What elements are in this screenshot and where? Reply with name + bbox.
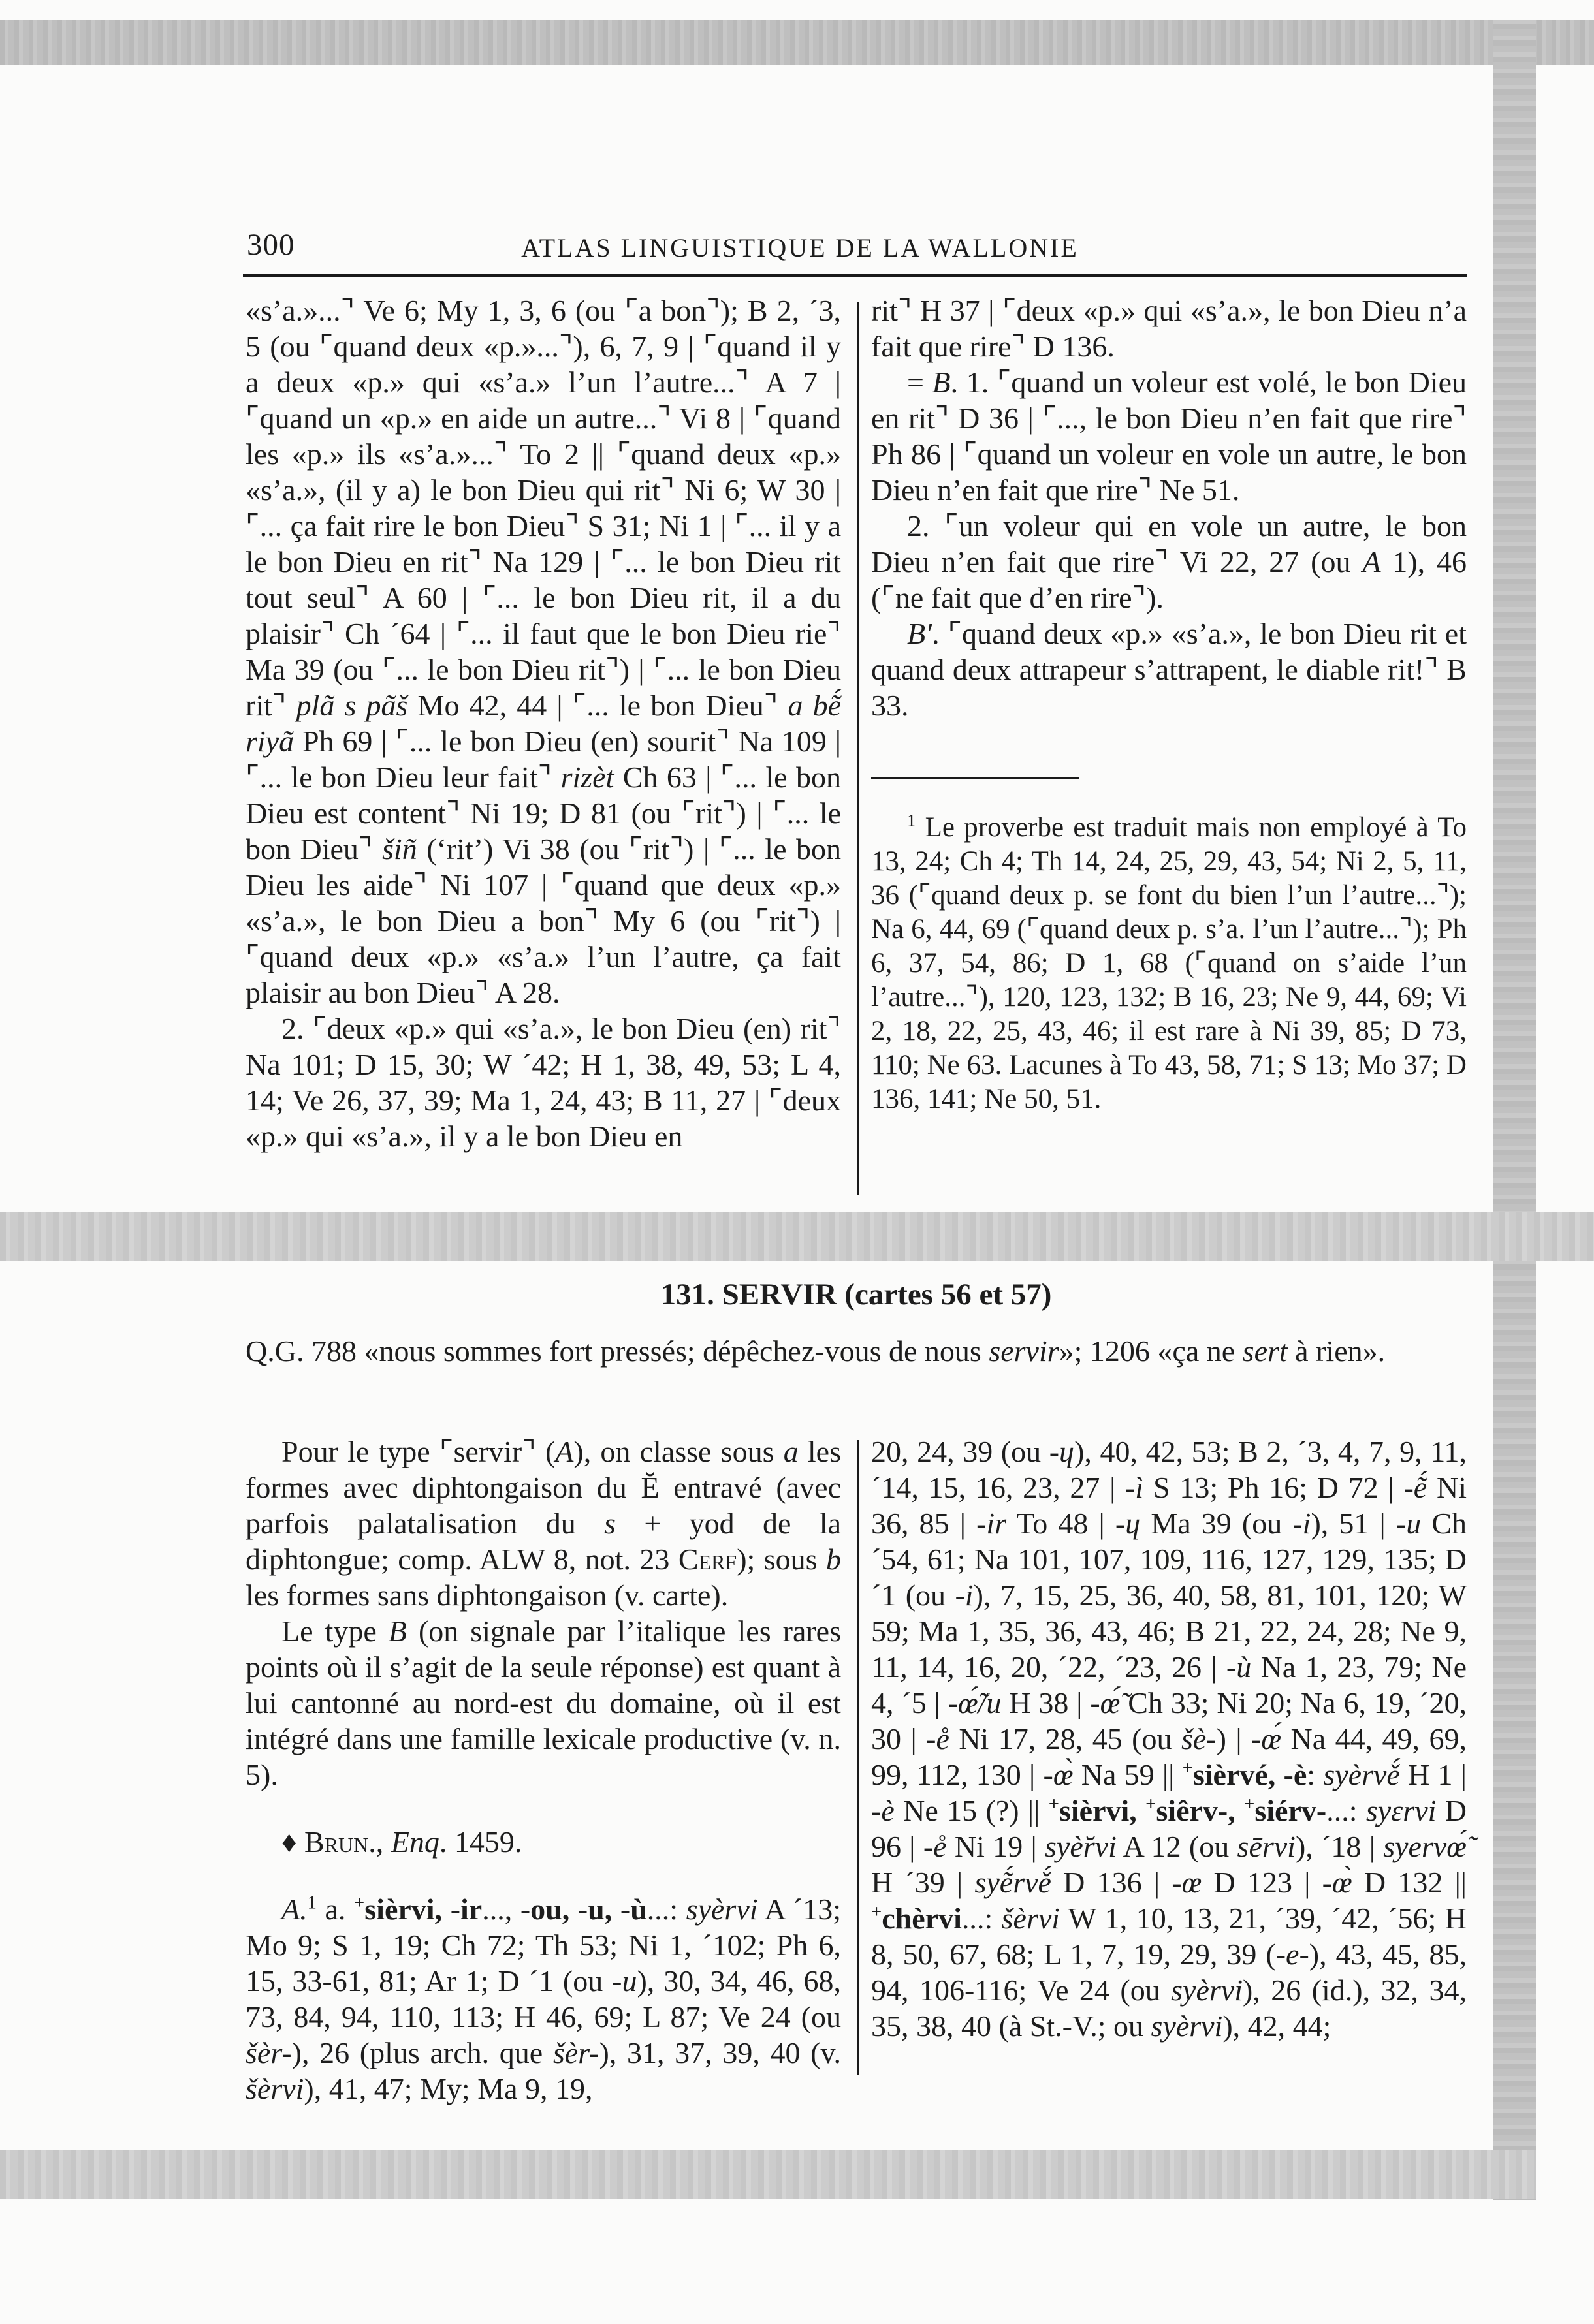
text-run: b <box>826 1543 842 1576</box>
paragraph <box>871 364 1467 508</box>
text-run: les formes sans diphtongaison (v. carte). <box>246 1578 729 1612</box>
text-run: D 136 | <box>1051 1866 1172 1899</box>
text-run: D 123 | <box>1202 1866 1322 1899</box>
text-run: W 1, 10, 13, 21, ´39, ´42, ´56; H 8, 50, 67, 68; L 1, 7, 19, 29, 39 ( <box>871 1902 1467 1971</box>
paragraph <box>871 292 1467 364</box>
text-run: 1 <box>907 810 916 830</box>
text-run: -ou, -u, -ù <box>520 1892 647 1926</box>
text-run: servir <box>989 1334 1059 1368</box>
upper-left-column <box>246 292 841 1154</box>
column-divider-lower <box>857 1440 859 2075</box>
text-run: šè- <box>1181 1722 1217 1755</box>
text-run: -e̊ <box>923 1830 947 1863</box>
text-run: H ´39 | <box>871 1866 975 1899</box>
text-run: šiñ <box>382 832 417 866</box>
text-run: s <box>604 1507 616 1540</box>
text-run: B <box>388 1614 407 1648</box>
text-run: + <box>354 1892 365 1913</box>
scan-band-bottom <box>0 2150 1536 2199</box>
text-run: a bẽ́ riyã <box>246 689 841 758</box>
paragraph <box>246 1824 841 1860</box>
text-run: B <box>932 366 951 399</box>
text-run: Ch ´54, 61; Na 101, 107, 109, 116, 127, 129, 135; D ´1 (ou <box>871 1507 1467 1612</box>
text-run: (‘rit’) Vi 38 (ou ⌜rit⌝) | ⌜... le bon Dieu les aide⌝ Ni 107 | ⌜quand que deux «p.» «s’a.», le bon Dieu a bon⌝ My 6 (ou ⌜rit⌝) | ⌜quand deux «p.» «s’a.» l’un l’autre, ça fait plaisir au bon Dieu⌝ A 28. <box>246 832 841 1009</box>
text-run: ...: <box>1326 1794 1366 1827</box>
text-run: sièrvi, <box>1059 1794 1146 1827</box>
text-run: ), 41, 47; My; Ma 9, 19, <box>304 2072 593 2105</box>
text-run: Ma 39 (ou <box>1140 1507 1293 1540</box>
text-run: šèrvi <box>1001 1902 1060 1935</box>
text-run: D 96 | <box>871 1794 1467 1863</box>
text-run: -ɥ <box>1049 1435 1075 1468</box>
text-run: -e̊ <box>926 1722 949 1755</box>
scan-band-middle <box>0 1212 1594 1261</box>
text-run: -ɥ <box>1115 1507 1141 1540</box>
lower-left-column <box>246 1434 841 2107</box>
text-run: A <box>555 1435 574 1468</box>
page-number: 300 <box>247 228 295 262</box>
text-run: Ni 36, 85 | <box>871 1471 1467 1540</box>
text-run: syèrvě́ <box>1323 1758 1400 1791</box>
text-run: syɛrvi <box>1365 1794 1437 1827</box>
text-run: Ch 63 | ⌜... le bon Dieu est content⌝ Ni 19; D 81 (ou ⌜rit⌝) | ⌜... le bon Dieu⌝ <box>246 761 841 866</box>
text-run: : <box>1307 1758 1324 1791</box>
text-run: ♦ <box>281 1825 304 1859</box>
text-run: (on signale par l’italique les rares points où il s’agit de la seule réponse) est quant à lui cantonné au nord-est du domaine, où il est intégré dans une famille lexicale productive (v. n. 5). <box>246 1614 842 1791</box>
text-run: syervœ̃́ <box>1383 1830 1467 1863</box>
lower-right-column <box>871 1434 1467 2044</box>
text-run: šèr- <box>552 2036 599 2069</box>
text-run: ), 40, 42, 53; B 2, ´3, 4, 7, 9, 11, ´14, 15, 16, 23, 27 | <box>871 1435 1467 1504</box>
text-run: -ir <box>976 1507 1007 1540</box>
text-run: Ne 15 (?) || <box>894 1794 1049 1827</box>
text-run: 1 <box>307 1892 317 1913</box>
text-run: Ph 69 | ⌜... le bon Dieu (en) sourit⌝ Na 109 | ⌜... le bon Dieu leur fait⌝ <box>246 725 841 794</box>
text-run: + <box>1244 1794 1255 1815</box>
column-divider-upper <box>857 302 859 1195</box>
text-run: Enq <box>391 1825 439 1859</box>
text-run: sièrvé, -è <box>1192 1758 1307 1791</box>
scan-band-right <box>1493 20 1536 2200</box>
text-run: ), 42, 44; <box>1222 2009 1331 2043</box>
text-run: , <box>375 1825 391 1859</box>
text-run: ), 43, 45, 85, 94, 106-116; Ve 24 (ou <box>871 1938 1467 2007</box>
text-run: Ni 19 | <box>946 1830 1045 1863</box>
text-run: 1), 46 (⌜ne fait que d’en rire⌝). <box>871 545 1467 614</box>
text-run: -u <box>612 1964 637 1998</box>
text-run: šèr- <box>246 2036 292 2069</box>
text-run: les formes avec diphtongaison du Ĕ entravé (avec parfois palatalisation du <box>246 1435 841 1540</box>
text-run: ), 7, 15, 25, 36, 40, 58, 81, 101, 120; W 59; Ma 1, 35, 36, 43, 46; B 21, 22, 24, 28; Ne 9, 11, 14, 16, 20, ´22, ´23, 26 | <box>871 1578 1467 1684</box>
text-run: »; 1206 «ça ne <box>1059 1334 1243 1368</box>
text-run: à rien». <box>1287 1334 1386 1368</box>
questionnaire-line <box>246 1333 1472 1369</box>
text-run: A 12 (ou <box>1116 1830 1237 1863</box>
text-run: B′ <box>907 617 932 650</box>
text-run: ...: <box>961 1902 1002 1935</box>
footnote <box>871 811 1467 1116</box>
text-run: Mo 42, 44 | ⌜... le bon Dieu⌝ <box>407 689 788 722</box>
text-run: ...: <box>646 1892 686 1926</box>
text-run: 2. ⌜deux «p.» qui «s’a.», le bon Dieu (en) rit⌝ Na 101; D 15, 30; W ´42; H 1, 38, 49, 53; L 4, 14; Ve 26, 37, 39; Ma 1, 24, 43; B 11, 27 | ⌜deux «p.» qui «s’a.», il y a le bon Dieu en <box>246 1012 841 1153</box>
text-run: plã s pãš <box>296 689 408 722</box>
text-run: sērvi <box>1237 1830 1296 1863</box>
text-run: A <box>1362 545 1381 578</box>
section-heading: 131. SERVIR (cartes 56 et 57) <box>660 1278 1052 1311</box>
text-run: «s’a.»...⌝ Ve 6; My 1, 3, 6 (ou ⌜a bon⌝); B 2, ´3, 5 (ou ⌜quand deux «p.»...⌝), 6, 7, 9 | ⌜quand il y a deux «p.» qui «s’a.» l’un l’autre...⌝ A 7 | ⌜quand un «p.» en aide un autre...⌝ Vi 8 | ⌜quand les «p.» ils «s’a.»...⌝ To 2 || ⌜quand deux «p.» «s’a.», (il y a) le bon Dieu qui rit⌝ Ni 6; W 30 | ⌜... ça fait rire le bon Dieu⌝ S 31; Ni 1 | ⌜... il y a le bon Dieu en rit⌝ Na 129 | ⌜... le bon Dieu rit tout seul⌝ A 60 | ⌜... le bon Dieu rit, il a du plaisir⌝ Ch ´64 | ⌜... il faut que le bon Dieu rie⌝ Ma 39 (ou ⌜... le bon Dieu rit⌝) | ⌜... le bon Dieu rit⌝ <box>246 294 841 722</box>
paragraph <box>871 1434 1467 2044</box>
text-run: Ch 33; Ni 20; Na 6, 19, ´20, 30 | <box>871 1686 1467 1755</box>
text-run: Na 59 || <box>1073 1758 1183 1791</box>
paragraph <box>871 811 1467 1116</box>
paragraph <box>246 1333 1472 1369</box>
text-run: ); sous <box>737 1543 827 1576</box>
text-run: chèrvi <box>882 1902 962 1935</box>
text-run: Na 44, 49, 69, 99, 112, 130 | <box>871 1722 1467 1791</box>
paragraph <box>246 1434 841 1613</box>
upper-right-column <box>871 292 1467 723</box>
text-run: . 1. ⌜quand un voleur est volé, le bon Dieu en rit⌝ D 36 | ⌜..., le bon Dieu n’en fait que rire⌝ Ph 86 | ⌜quand un voleur en vole un autre, le bon Dieu n’en fait que rire⌝ Ne 51. <box>871 366 1467 507</box>
text-run: ), 51 | <box>1311 1507 1396 1540</box>
text-run: Cerf <box>678 1543 737 1576</box>
text-run: ), on classe sous <box>573 1435 784 1468</box>
text-run: ), 31, 37, 39, 40 (v. <box>599 2036 842 2069</box>
text-run: 2. ⌜un voleur qui en vole un autre, le bon Dieu n’en fait que rire⌝ Vi 22, 27 (ou <box>871 509 1467 578</box>
text-run: siêrv-, <box>1156 1794 1245 1827</box>
text-run: -ẽ́ <box>1403 1471 1427 1504</box>
text-run: rizèt <box>560 761 614 794</box>
text-run: + <box>1145 1794 1156 1815</box>
running-title: ATLAS LINGUISTIQUE DE LA WALLONIE <box>521 233 1079 262</box>
text-run: + <box>1048 1794 1059 1815</box>
paragraph <box>246 292 841 1011</box>
text-run: -ì <box>1125 1471 1144 1504</box>
text-run: -e- <box>1275 1938 1309 1971</box>
text-run: Brun. <box>304 1825 376 1859</box>
text-run: H 1 | <box>1399 1758 1467 1791</box>
scan-band-top <box>0 20 1594 65</box>
header-rule <box>243 274 1467 277</box>
text-run: + <box>1182 1758 1193 1779</box>
text-run: -i <box>955 1578 974 1612</box>
text-run: ), 26 (plus arch. que <box>291 2036 553 2069</box>
text-run: sièrvi, -ir <box>364 1892 483 1926</box>
text-run: S 13; Ph 16; D 72 | <box>1143 1471 1404 1504</box>
text-run: šèrvi <box>246 2072 304 2105</box>
text-run: ), 30, 34, 46, 68, 73, 84, 94, 110, 113; H 46, 69; L 87; Ve 24 (ou <box>246 1964 841 2034</box>
text-run: To 48 | <box>1006 1507 1115 1540</box>
text-run: syẽ́rvě́ <box>974 1866 1051 1899</box>
text-run: syèrvi <box>1151 2009 1223 2043</box>
text-run: ), ´18 | <box>1295 1830 1384 1863</box>
text-run: + <box>871 1902 882 1923</box>
text-run: A. <box>281 1892 308 1926</box>
text-run: -è <box>871 1794 895 1827</box>
text-run: siérv- <box>1254 1794 1327 1827</box>
text-run: ) | <box>1216 1722 1252 1755</box>
text-run: Le type <box>281 1614 389 1648</box>
text-run: Le proverbe est traduit mais non employé à To 13, 24; Ch 4; Th 14, 24, 25, 29, 43, 54; Ni 2, 5, 11, 36 (⌜quand deux p. se font du bien l’un l’autre...⌝); Na 6, 44, 69 (⌜quand deux p. s’a. l’un l’autre...⌝); Ph 6, 37, 54, 86; D 1, 68 (⌜quand on s’aide l’un l’autre...⌝), 120, 123, 132; B 16, 23; Ne 9, 44, 69; Vi 2, 18, 22, 25, 43, 46; il est rare à Ni 39, 85; D 73, 110; Ne 63. Lacunes à To 43, 58, 71; S 13; Mo 37; D 136, 141; Ne 50, 51. <box>871 812 1467 1114</box>
paragraph <box>246 1891 841 2107</box>
footnote-rule <box>871 777 1079 779</box>
text-run: -u <box>1395 1507 1422 1540</box>
text-run: Pour le type ⌜servir⌝ ( <box>281 1435 556 1468</box>
text-run: -œ̀ <box>1043 1758 1074 1791</box>
text-run: -œ̃́/u <box>948 1686 1002 1719</box>
text-run: = <box>907 366 932 399</box>
text-run: -œ̀ <box>1322 1866 1352 1899</box>
text-run: . ⌜quand deux «p.» «s’a.», le bon Dieu rit et quand deux attrapeur s’attrapent, le diable rit!⌝ B 33. <box>871 617 1467 722</box>
text-run: syèrvi <box>686 1892 758 1926</box>
text-run: H 38 | <box>1001 1686 1091 1719</box>
text-run: a <box>783 1435 799 1468</box>
text-run: sert <box>1242 1334 1288 1368</box>
text-run: -œ́ <box>1251 1722 1282 1755</box>
text-run: -œ <box>1172 1866 1202 1899</box>
text-run: a. <box>316 1892 355 1926</box>
paragraph <box>871 616 1467 723</box>
text-run: ), 26 (id.), 32, 34, 35, 38, 40 (à St.-V.; ou <box>871 1973 1467 2043</box>
text-run: ..., <box>482 1892 520 1926</box>
text-run: -œ̃́ <box>1090 1686 1121 1719</box>
text-run: Q.G. 788 «nous sommes fort pressés; dépêchez-vous de nous <box>246 1334 989 1368</box>
text-run: + yod de la diphtongue; comp. ALW 8, not. 23 <box>246 1507 841 1576</box>
text-run: A ´13; Mo 9; S 1, 19; Ch 72; Th 53; Ni 1, ´102; Ph 6, 15, 33-61, 81; Ar 1; D ´1 (ou <box>246 1892 842 1998</box>
text-run: Ni 17, 28, 45 (ou <box>949 1722 1181 1755</box>
paragraph <box>871 508 1467 616</box>
text-run: -i <box>1292 1507 1311 1540</box>
text-run: syèrvi <box>1171 1973 1243 2007</box>
text-run: Na 1, 23, 79; Ne 4, ´5 | <box>871 1650 1467 1719</box>
text-run: 20, 24, 39 (ou <box>871 1435 1049 1468</box>
text-run: rit⌝ H 37 | ⌜deux «p.» qui «s’a.», le bon Dieu n’a fait que rire⌝ D 136. <box>871 294 1467 363</box>
paragraph <box>246 1011 841 1154</box>
paragraph <box>246 1613 841 1793</box>
text-run: D 132 || <box>1352 1866 1467 1899</box>
text-run: . 1459. <box>439 1825 522 1859</box>
text-run: -ù <box>1226 1650 1252 1684</box>
text-run: syè̆rvi <box>1045 1830 1117 1863</box>
